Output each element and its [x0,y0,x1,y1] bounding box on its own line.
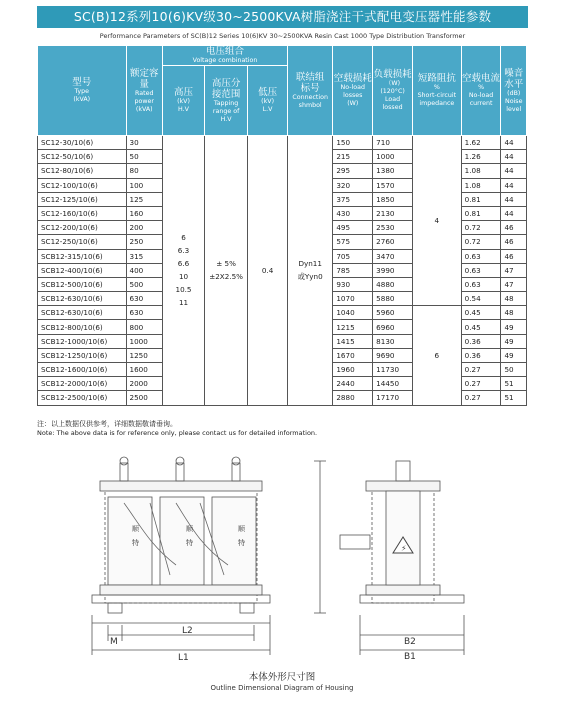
cell-noload-losses: 430 [333,206,373,220]
cell-noload-losses: 785 [333,263,373,277]
top-clamp [100,481,262,491]
cell-load-losses: 6960 [373,320,413,334]
cell-noise: 51 [501,377,527,391]
cell-load-losses: 1850 [373,192,413,206]
cell-noload-losses: 575 [333,235,373,249]
header-lv: 低压 (kV) L.V [248,66,288,136]
cell-load-losses: 4880 [373,277,413,291]
side-top-clamp [366,481,440,491]
coil-label-4: 特 [238,539,245,547]
header-noise: 噪音 水平 (dB) Noise level [501,46,527,136]
cell-noload-current: 0.27 [461,363,501,377]
cell-model: SCB12-1000/10(6) [38,334,127,348]
coil-label-3: 顺 [238,525,245,533]
dim-m: M [110,637,118,647]
cell-load-losses: 5880 [373,292,413,306]
cell-load-losses: 2760 [373,235,413,249]
cell-load-losses: 3990 [373,263,413,277]
cell-rated-power: 400 [126,263,163,277]
cell-rated-power: 200 [126,221,163,235]
cell-noload-current: 0.72 [461,221,501,235]
cell-model: SCB12-800/10(6) [38,320,127,334]
coils [108,497,256,585]
cell-noload-current: 0.63 [461,277,501,291]
cell-load-losses: 14450 [373,377,413,391]
page-subtitle: Performance Parameters of SC(B)12 Series 10(6)KV 30~2500KVA Resin Cast 1000 Type Distribution Transformer [99,32,466,40]
cell-noise: 44 [501,150,527,164]
cell-model: SCB12-630/10(6) [38,306,127,320]
cell-rated-power: 1600 [126,363,163,377]
cell-load-losses: 8130 [373,334,413,348]
table-row [38,136,527,150]
note-chinese: 注：以上数据仅供参考，详细数据敬请垂询。 [37,420,177,428]
cell-noload-losses: 1215 [333,320,373,334]
coil-label-1: 顺 [186,525,193,533]
cell-model: SCB12-500/10(6) [38,277,127,291]
cell-noise: 48 [501,306,527,320]
cell-noise: 46 [501,249,527,263]
header-noload-current: 空载电流 % No-load current [461,46,501,136]
cell-noload-current: 0.63 [461,249,501,263]
cell-model: SC12-50/10(6) [38,150,127,164]
header-tapping: 高压分 接范围 Tapping range of H.V [205,66,248,136]
header-load-losses: 负载损耗 （W) (120°C) Load lossed [373,46,413,136]
cell-model: SC12-250/10(6) [38,235,127,249]
dim-b2: B2 [404,637,416,647]
cell-load-losses: 11730 [373,363,413,377]
cell-noload-losses: 1670 [333,348,373,362]
cell-noload-losses: 2880 [333,391,373,405]
dim-l1: L1 [178,653,189,663]
cell-noload-current: 0.45 [461,306,501,320]
cell-load-losses: 1000 [373,150,413,164]
cell-noload-losses: 495 [333,221,373,235]
cell-rated-power: 500 [126,277,163,291]
cell-noload-current: 0.72 [461,235,501,249]
cell-hv-merged: 6 6.3 6.6 10 10.5 11 [163,136,205,406]
header-voltage-combination: 电压组合 Voltage combination [163,46,288,66]
cell-model: SC12-160/10(6) [38,206,127,220]
cell-rated-power: 315 [126,249,163,263]
cell-noise: 49 [501,348,527,362]
cell-model: SC12-100/10(6) [38,178,127,192]
cell-noload-losses: 2440 [333,377,373,391]
cell-noload-current: 1.26 [461,150,501,164]
cell-impedance-lower: 6 [412,306,461,405]
cell-load-losses: 5960 [373,306,413,320]
cell-model: SCB12-2500/10(6) [38,391,127,405]
note-english: Note: The above data is for reference only, please contact us for detailed information. [37,429,318,437]
cell-noise: 46 [501,235,527,249]
cell-noise: 44 [501,192,527,206]
cell-noload-losses: 150 [333,136,373,150]
cell-noise: 50 [501,363,527,377]
hv-bushings [120,457,240,481]
cell-noise: 44 [501,164,527,178]
cell-model: SC12-30/10(6) [38,136,127,150]
cell-noload-losses: 295 [333,164,373,178]
cell-noload-current: 1.08 [461,178,501,192]
cell-noise: 51 [501,391,527,405]
cell-noise: 44 [501,206,527,220]
cell-rated-power: 125 [126,192,163,206]
cell-rated-power: 80 [126,164,163,178]
cell-rated-power: 800 [126,320,163,334]
cell-model: SCB12-2000/10(6) [38,377,127,391]
cell-model: SC12-80/10(6) [38,164,127,178]
cell-model: SCB12-630/10(6) [38,292,127,306]
cell-noload-current: 0.36 [461,348,501,362]
cell-noload-losses: 215 [333,150,373,164]
header-hv: 高压 (kV) H.V [163,66,205,136]
coil-label-6: 特 [132,539,139,547]
cell-noise: 44 [501,136,527,150]
cell-rated-power: 2500 [126,391,163,405]
coil-label-2: 特 [186,539,193,547]
side-bottom-clamp [366,585,440,595]
cell-load-losses: 1570 [373,178,413,192]
cell-noload-losses: 1415 [333,334,373,348]
cell-model: SCB12-315/10(6) [38,249,127,263]
diagram-caption-cn: 本体外形尺寸图 [248,672,316,683]
bottom-clamp [100,585,262,595]
cell-rated-power: 30 [126,136,163,150]
cell-rated-power: 2000 [126,377,163,391]
cell-noload-current: 0.54 [461,292,501,306]
cell-model: SCB12-1600/10(6) [38,363,127,377]
header-connection: 联结组 标号 Connection shmbol [288,46,333,136]
outline-drawing [0,445,564,667]
header-noload-losses: 空载损耗 No-load losses (W) [333,46,373,136]
cell-load-losses: 17170 [373,391,413,405]
cell-noload-current: 0.45 [461,320,501,334]
cell-load-losses: 710 [373,136,413,150]
cell-rated-power: 630 [126,292,163,306]
cell-impedance-upper: 4 [412,136,461,306]
cell-load-losses: 1380 [373,164,413,178]
cell-noload-losses: 1960 [333,363,373,377]
cell-noload-current: 0.36 [461,334,501,348]
cell-noload-current: 0.63 [461,263,501,277]
cell-rated-power: 250 [126,235,163,249]
cell-noload-losses: 930 [333,277,373,291]
cell-load-losses: 3470 [373,249,413,263]
cell-noise: 49 [501,334,527,348]
cell-rated-power: 50 [126,150,163,164]
cell-noload-current: 1.62 [461,136,501,150]
cell-noise: 46 [501,221,527,235]
cell-load-losses: 2530 [373,221,413,235]
cell-noload-losses: 375 [333,192,373,206]
dim-l2: L2 [182,626,193,636]
coil-label-5: 顺 [132,525,139,533]
cell-model: SCB12-400/10(6) [38,263,127,277]
cell-noload-losses: 320 [333,178,373,192]
cell-noload-current: 0.27 [461,391,501,405]
cell-noload-current: 1.08 [461,164,501,178]
cell-noload-current: 0.81 [461,192,501,206]
cell-noload-losses: 1070 [333,292,373,306]
cell-connection-merged: Dyn11 或Yyn0 [288,136,333,406]
cell-lv-merged: 0.4 [248,136,288,406]
performance-table [37,45,527,406]
dim-b1: B1 [404,652,416,662]
cell-noise: 48 [501,292,527,306]
cell-rated-power: 100 [126,178,163,192]
cell-model: SC12-125/10(6) [38,192,127,206]
header-impedance: 短路阻抗 % Short-circuit impedance [412,46,461,136]
diagram-caption-en: Outline Dimensional Diagram of Housing [210,684,354,692]
cell-load-losses: 2130 [373,206,413,220]
header-model: 型号 Type (kVA) [38,46,127,136]
cell-noise: 47 [501,263,527,277]
cell-noise: 49 [501,320,527,334]
header-rated-power: 额定容量 Rated power (kVA) [126,46,163,136]
page-title: SC(B)12系列10(6)KV级30~2500KVA树脂浇注干式配电变压器性能参数 [37,6,528,28]
cell-load-losses: 9690 [373,348,413,362]
cell-noload-current: 0.81 [461,206,501,220]
cell-tapping-merged: ± 5% ±2X2.5% [205,136,248,406]
cell-model: SCB12-1250/10(6) [38,348,127,362]
cell-noise: 44 [501,178,527,192]
cell-model: SC12-200/10(6) [38,221,127,235]
base [92,595,270,603]
cell-noload-losses: 705 [333,249,373,263]
cell-noload-current: 0.27 [461,377,501,391]
cell-rated-power: 630 [126,306,163,320]
svg-text:⚡: ⚡ [401,544,407,553]
cell-rated-power: 1250 [126,348,163,362]
cell-noise: 47 [501,277,527,291]
cell-rated-power: 1000 [126,334,163,348]
cell-rated-power: 160 [126,206,163,220]
cell-noload-losses: 1040 [333,306,373,320]
